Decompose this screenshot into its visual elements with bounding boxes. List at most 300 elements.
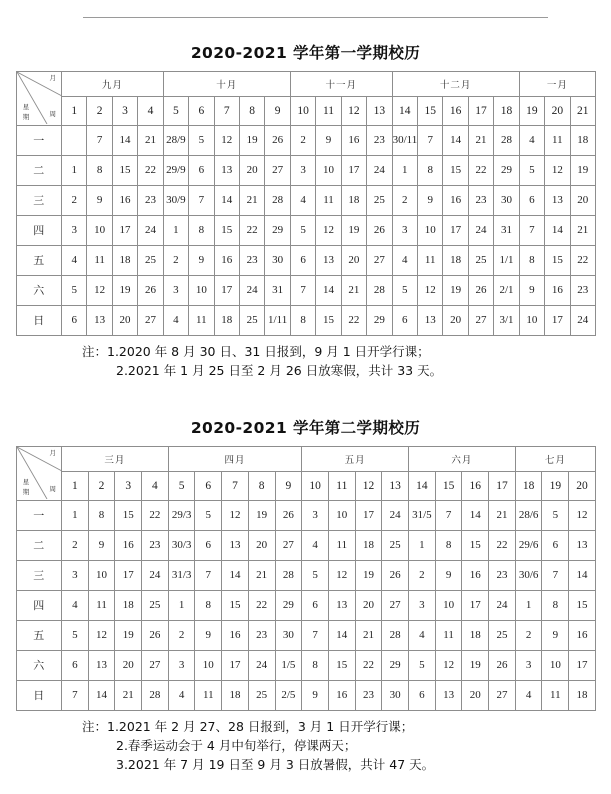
- calendar-date-cell: 8: [88, 500, 115, 530]
- calendar-date-cell: 12: [435, 650, 462, 680]
- calendar-date-cell: 29: [275, 590, 302, 620]
- calendar-date-cell: 24: [248, 650, 275, 680]
- calendar-date-cell: 17: [341, 155, 366, 185]
- calendar-date-cell: 11: [328, 530, 355, 560]
- calendar-date-cell: 16: [443, 185, 468, 215]
- calendar-date-cell: 20: [355, 590, 382, 620]
- calendar-date-cell: 11: [195, 680, 222, 710]
- calendar-date-cell: 19: [443, 275, 468, 305]
- calendar-date-cell: 17: [569, 650, 596, 680]
- header-divider: [83, 17, 548, 18]
- month-header-row: [17, 71, 596, 96]
- calendar-date-cell: 9: [195, 620, 222, 650]
- calendar-date-cell: 27: [382, 590, 409, 620]
- calendar-date-cell: 12: [214, 125, 239, 155]
- calendar-date-cell: 4: [302, 530, 329, 560]
- calendar-date-cell: 1: [62, 500, 89, 530]
- calendar-date-cell: 20: [462, 680, 489, 710]
- calendar-date-cell: 26: [367, 215, 392, 245]
- calendar-date-cell: 7: [195, 560, 222, 590]
- calendar-date-cell: 23: [468, 185, 493, 215]
- calendar-date-cell: 3: [302, 500, 329, 530]
- calendar-date-cell: 30/11: [392, 125, 417, 155]
- calendar-date-cell: 18: [214, 305, 239, 335]
- calendar-date-cell: 11: [542, 680, 569, 710]
- calendar-date-cell: 7: [290, 275, 315, 305]
- calendar-date-cell: 3: [62, 215, 87, 245]
- calendar-date-cell: 16: [222, 620, 249, 650]
- calendar-date-cell: 9: [87, 185, 112, 215]
- calendar-date-cell: 5: [392, 275, 417, 305]
- note-line: 注：1.2021 年 2 月 27、28 日报到，3 月 1 日开学行课；: [82, 718, 414, 734]
- calendar-date-cell: 8: [290, 305, 315, 335]
- calendar-date-cell: 30: [275, 620, 302, 650]
- calendar-date-cell: 23: [570, 275, 595, 305]
- calendar-date-cell: 13: [569, 530, 596, 560]
- calendar-date-cell: 16: [115, 530, 142, 560]
- week-number-cell: 2: [88, 471, 115, 500]
- month-header-cell: 四月: [168, 446, 302, 471]
- calendar-day-row: [17, 530, 596, 560]
- calendar-date-cell: 4: [515, 680, 542, 710]
- calendar-date-cell: 22: [239, 215, 264, 245]
- week-number-cell: 11: [328, 471, 355, 500]
- calendar-date-cell: 9: [302, 680, 329, 710]
- calendar-date-cell: 4: [519, 125, 544, 155]
- calendar-date-cell: 15: [316, 305, 341, 335]
- calendar-date-cell: 8: [542, 590, 569, 620]
- calendar-date-cell: 31: [494, 215, 519, 245]
- calendar-day-row: [17, 125, 596, 155]
- calendar-date-cell: 24: [142, 560, 169, 590]
- weekday-label-cell: 二: [17, 530, 62, 560]
- calendar-date-cell: 9: [418, 185, 443, 215]
- calendar-date-cell: 22: [142, 500, 169, 530]
- week-number-cell: 7: [222, 471, 249, 500]
- calendar-date-cell: 30: [494, 185, 519, 215]
- calendar-date-cell: 19: [112, 275, 137, 305]
- calendar-date-cell: 27: [468, 305, 493, 335]
- calendar-date-cell: 15: [222, 590, 249, 620]
- calendar-date-cell: 18: [112, 245, 137, 275]
- calendar-date-cell: 23: [367, 125, 392, 155]
- calendar-date-cell: 1: [409, 530, 436, 560]
- calendar-date-cell: 14: [545, 215, 570, 245]
- week-number-cell: 13: [367, 96, 392, 125]
- calendar-date-cell: 25: [138, 245, 163, 275]
- calendar-date-cell: 19: [462, 650, 489, 680]
- calendar-date-cell: 1: [163, 215, 188, 245]
- calendar-date-cell: 21: [115, 680, 142, 710]
- month-header-cell: 十二月: [392, 71, 519, 96]
- corner-label-weekday: 星 期: [22, 478, 31, 497]
- calendar-date-cell: 30: [382, 680, 409, 710]
- calendar-date-cell: 3: [168, 650, 195, 680]
- weekday-label-cell: 四: [17, 590, 62, 620]
- calendar-date-cell: 26: [382, 560, 409, 590]
- calendar-date-cell: 21: [355, 620, 382, 650]
- calendar-date-cell: 24: [382, 500, 409, 530]
- calendar-date-cell: 7: [519, 215, 544, 245]
- calendar-date-cell: 21: [138, 125, 163, 155]
- calendar-date-cell: 19: [341, 215, 366, 245]
- calendar-date-cell: 25: [489, 620, 516, 650]
- calendar-date-cell: 6: [62, 650, 89, 680]
- week-number-cell: 1: [62, 96, 87, 125]
- calendar-date-cell: 23: [239, 245, 264, 275]
- calendar-date-cell: 19: [248, 500, 275, 530]
- calendar-date-cell: 5: [302, 560, 329, 590]
- note-line: 3.2021 年 7 月 19 日至 9 月 3 日放暑假，共计 47 天。: [116, 757, 435, 773]
- calendar-date-cell: 30/9: [163, 185, 188, 215]
- calendar-date-cell: 12: [545, 155, 570, 185]
- week-number-row: [17, 471, 596, 500]
- week-number-cell: 18: [494, 96, 519, 125]
- calendar-date-cell: 25: [239, 305, 264, 335]
- month-header-cell: 五月: [302, 446, 409, 471]
- calendar-date-cell: 19: [239, 125, 264, 155]
- calendar-date-cell: 2: [163, 245, 188, 275]
- calendar-date-cell: 16: [214, 245, 239, 275]
- calendar-date-cell: 17: [545, 305, 570, 335]
- calendar-date-cell: 4: [168, 680, 195, 710]
- week-number-cell: 20: [545, 96, 570, 125]
- corner-label-week: 周: [49, 486, 57, 494]
- calendar-date-cell: 1: [62, 155, 87, 185]
- corner-label-weekday: 星 期: [22, 103, 31, 122]
- calendar-date-cell: 7: [542, 560, 569, 590]
- calendar-date-cell: 2: [290, 125, 315, 155]
- corner-label-month: 月: [49, 449, 57, 457]
- calendar-date-cell: 6: [542, 530, 569, 560]
- week-number-cell: 14: [409, 471, 436, 500]
- calendar-date-cell: 18: [355, 530, 382, 560]
- calendar-date-cell: 7: [62, 680, 89, 710]
- month-header-cell: 一月: [519, 71, 595, 96]
- calendar-date-cell: 31/5: [409, 500, 436, 530]
- calendar-date-cell: 13: [316, 245, 341, 275]
- calendar-date-cell: 31/3: [168, 560, 195, 590]
- calendar-date-cell: 1: [168, 590, 195, 620]
- week-number-cell: 4: [142, 471, 169, 500]
- calendar-day-row: [17, 275, 596, 305]
- calendar-date-cell: 5: [62, 275, 87, 305]
- calendar-date-cell: 13: [214, 155, 239, 185]
- calendar-date-cell: 9: [435, 560, 462, 590]
- calendar-date-cell: 15: [112, 155, 137, 185]
- calendar-date-cell: 4: [163, 305, 188, 335]
- calendar-date-cell: 8: [519, 245, 544, 275]
- note-line: 2.2021 年 1 月 25 日至 2 月 26 日放寒假，共计 33 天。: [116, 362, 443, 378]
- calendar-date-cell: 25: [382, 530, 409, 560]
- calendar-date-cell: 25: [468, 245, 493, 275]
- calendar-date-cell: 25: [248, 680, 275, 710]
- calendar-date-cell: 7: [87, 125, 112, 155]
- calendar-date-cell: 4: [409, 620, 436, 650]
- calendar-date-cell: 15: [545, 245, 570, 275]
- calendar-date-cell: 3: [409, 590, 436, 620]
- weekday-label-cell: 二: [17, 155, 62, 185]
- calendar-date-cell: 18: [115, 590, 142, 620]
- calendar-date-cell: 19: [355, 560, 382, 590]
- weekday-label-cell: 五: [17, 620, 62, 650]
- calendar-date-cell: 8: [195, 590, 222, 620]
- calendar-date-cell: 23: [248, 620, 275, 650]
- calendar-date-cell: 5: [195, 500, 222, 530]
- calendar-day-row: [17, 500, 596, 530]
- calendar-date-cell: 13: [88, 650, 115, 680]
- calendar-date-cell: 28: [382, 620, 409, 650]
- weekday-label-cell: 一: [17, 125, 62, 155]
- calendar-date-cell: 29/6: [515, 530, 542, 560]
- semester-1-title: 2020-2021 学年第一学期校历: [190, 44, 421, 62]
- calendar-date-cell: 29: [494, 155, 519, 185]
- calendar-date-cell: 24: [468, 215, 493, 245]
- calendar-date-cell: 11: [88, 590, 115, 620]
- calendar-date-cell: 25: [367, 185, 392, 215]
- calendar-date-cell: 24: [138, 215, 163, 245]
- calendar-date-cell: 5: [290, 215, 315, 245]
- calendar-date-cell: 3: [515, 650, 542, 680]
- calendar-date-cell: 10: [542, 650, 569, 680]
- calendar-date-cell: 12: [316, 215, 341, 245]
- month-header-cell: 十月: [163, 71, 290, 96]
- calendar-date-cell: 28/9: [163, 125, 188, 155]
- semester-2-notes: [16, 717, 595, 775]
- calendar-date-cell: 2/5: [275, 680, 302, 710]
- calendar-date-cell: 18: [222, 680, 249, 710]
- calendar-date-cell: 14: [222, 560, 249, 590]
- calendar-date-cell: [62, 125, 87, 155]
- calendar-date-cell: 17: [214, 275, 239, 305]
- calendar-date-cell: 28: [494, 125, 519, 155]
- calendar-day-row: [17, 245, 596, 275]
- calendar-date-cell: 20: [239, 155, 264, 185]
- weekday-label-cell: 一: [17, 500, 62, 530]
- calendar-date-cell: 8: [87, 155, 112, 185]
- semester-1-calendar-table: [16, 71, 596, 336]
- week-number-row: [17, 96, 596, 125]
- calendar-date-cell: 24: [570, 305, 595, 335]
- week-number-cell: 1: [62, 471, 89, 500]
- week-number-cell: 19: [519, 96, 544, 125]
- calendar-date-cell: 11: [87, 245, 112, 275]
- calendar-date-cell: 6: [290, 245, 315, 275]
- calendar-date-cell: 12: [418, 275, 443, 305]
- calendar-date-cell: 20: [443, 305, 468, 335]
- calendar-date-cell: 16: [569, 620, 596, 650]
- calendar-date-cell: 13: [435, 680, 462, 710]
- calendar-date-cell: 6: [519, 185, 544, 215]
- week-number-cell: 9: [265, 96, 290, 125]
- week-number-cell: 4: [138, 96, 163, 125]
- week-number-cell: 6: [195, 471, 222, 500]
- calendar-date-cell: 11: [545, 125, 570, 155]
- calendar-date-cell: 23: [138, 185, 163, 215]
- week-number-cell: 16: [443, 96, 468, 125]
- calendar-date-cell: 22: [570, 245, 595, 275]
- calendar-date-cell: 3: [290, 155, 315, 185]
- calendar-date-cell: 8: [189, 215, 214, 245]
- calendar-date-cell: 9: [88, 530, 115, 560]
- calendar-date-cell: 22: [248, 590, 275, 620]
- week-number-cell: 8: [239, 96, 264, 125]
- calendar-date-cell: 18: [570, 125, 595, 155]
- calendar-date-cell: 10: [195, 650, 222, 680]
- calendar-date-cell: 2: [62, 185, 87, 215]
- calendar-date-cell: 26: [468, 275, 493, 305]
- calendar-day-row: [17, 650, 596, 680]
- calendar-date-cell: 18: [443, 245, 468, 275]
- calendar-date-cell: 5: [519, 155, 544, 185]
- calendar-date-cell: 13: [328, 590, 355, 620]
- week-number-cell: 16: [462, 471, 489, 500]
- calendar-date-cell: 27: [138, 305, 163, 335]
- week-number-cell: 10: [302, 471, 329, 500]
- calendar-date-cell: 6: [409, 680, 436, 710]
- calendar-date-cell: 3/1: [494, 305, 519, 335]
- calendar-date-cell: 29: [265, 215, 290, 245]
- calendar-date-cell: 17: [222, 650, 249, 680]
- calendar-date-cell: 25: [142, 590, 169, 620]
- calendar-date-cell: 4: [62, 245, 87, 275]
- calendar-date-cell: 5: [542, 500, 569, 530]
- week-number-cell: 8: [248, 471, 275, 500]
- calendar-date-cell: 28: [367, 275, 392, 305]
- calendar-date-cell: 6: [392, 305, 417, 335]
- semester-1-notes: [16, 342, 595, 381]
- calendar-date-cell: 15: [462, 530, 489, 560]
- week-number-cell: 9: [275, 471, 302, 500]
- calendar-date-cell: 27: [265, 155, 290, 185]
- calendar-date-cell: 7: [302, 620, 329, 650]
- calendar-date-cell: 6: [195, 530, 222, 560]
- calendar-date-cell: 28: [142, 680, 169, 710]
- calendar-date-cell: 10: [88, 560, 115, 590]
- calendar-date-cell: 22: [341, 305, 366, 335]
- calendar-date-cell: 19: [115, 620, 142, 650]
- corner-label-week: 周: [49, 111, 57, 119]
- calendar-date-cell: 20: [112, 305, 137, 335]
- calendar-date-cell: 20: [570, 185, 595, 215]
- semester-2-title: 2020-2021 学年第二学期校历: [190, 419, 421, 437]
- calendar-day-row: [17, 680, 596, 710]
- week-number-cell: 21: [570, 96, 595, 125]
- calendar-date-cell: 8: [302, 650, 329, 680]
- corner-label-month: 月: [49, 74, 57, 82]
- calendar-date-cell: 22: [355, 650, 382, 680]
- calendar-date-cell: 16: [462, 560, 489, 590]
- weekday-label-cell: 六: [17, 650, 62, 680]
- calendar-date-cell: 15: [443, 155, 468, 185]
- calendar-date-cell: 22: [468, 155, 493, 185]
- weekday-label-cell: 三: [17, 560, 62, 590]
- week-number-cell: 7: [214, 96, 239, 125]
- calendar-date-cell: 2: [62, 530, 89, 560]
- calendar-date-cell: 26: [142, 620, 169, 650]
- week-number-cell: 15: [435, 471, 462, 500]
- calendar-date-cell: 9: [189, 245, 214, 275]
- calendar-date-cell: 1: [392, 155, 417, 185]
- calendar-date-cell: 14: [443, 125, 468, 155]
- calendar-date-cell: 30/6: [515, 560, 542, 590]
- calendar-date-cell: 17: [443, 215, 468, 245]
- semester-2-calendar-table: [16, 446, 596, 711]
- calendar-date-cell: 17: [115, 560, 142, 590]
- calendar-date-cell: 30: [265, 245, 290, 275]
- calendar-date-cell: 4: [62, 590, 89, 620]
- calendar-date-cell: 27: [367, 245, 392, 275]
- calendar-date-cell: 2: [168, 620, 195, 650]
- calendar-date-cell: 14: [316, 275, 341, 305]
- calendar-date-cell: 17: [462, 590, 489, 620]
- calendar-date-cell: 5: [62, 620, 89, 650]
- calendar-date-cell: 11: [189, 305, 214, 335]
- calendar-date-cell: 28/6: [515, 500, 542, 530]
- calendar-date-cell: 8: [418, 155, 443, 185]
- calendar-date-cell: 13: [418, 305, 443, 335]
- semester-1-section: [0, 44, 611, 380]
- calendar-date-cell: 20: [341, 245, 366, 275]
- calendar-date-cell: 1/11: [265, 305, 290, 335]
- weekday-label-cell: 五: [17, 245, 62, 275]
- calendar-date-cell: 9: [316, 125, 341, 155]
- calendar-day-row: [17, 155, 596, 185]
- calendar-date-cell: 1: [515, 590, 542, 620]
- calendar-date-cell: 19: [570, 155, 595, 185]
- calendar-date-cell: 10: [316, 155, 341, 185]
- calendar-day-row: [17, 305, 596, 335]
- calendar-date-cell: 18: [569, 680, 596, 710]
- weekday-label-cell: 四: [17, 215, 62, 245]
- calendar-date-cell: 10: [519, 305, 544, 335]
- calendar-date-cell: 21: [248, 560, 275, 590]
- table-corner-cell: [17, 71, 62, 125]
- calendar-date-cell: 8: [435, 530, 462, 560]
- calendar-date-cell: 14: [569, 560, 596, 590]
- calendar-date-cell: 16: [328, 680, 355, 710]
- calendar-date-cell: 12: [569, 500, 596, 530]
- calendar-date-cell: 13: [545, 185, 570, 215]
- calendar-date-cell: 22: [489, 530, 516, 560]
- calendar-date-cell: 3: [392, 215, 417, 245]
- calendar-date-cell: 6: [62, 305, 87, 335]
- calendar-date-cell: 21: [489, 500, 516, 530]
- calendar-date-cell: 9: [542, 620, 569, 650]
- table-corner-cell: [17, 446, 62, 500]
- calendar-date-cell: 14: [88, 680, 115, 710]
- calendar-date-cell: 23: [489, 560, 516, 590]
- calendar-date-cell: 24: [367, 155, 392, 185]
- calendar-day-row: [17, 590, 596, 620]
- month-header-cell: 九月: [62, 71, 164, 96]
- calendar-date-cell: 24: [489, 590, 516, 620]
- week-number-cell: 18: [515, 471, 542, 500]
- week-number-cell: 5: [168, 471, 195, 500]
- calendar-date-cell: 18: [462, 620, 489, 650]
- calendar-date-cell: 26: [265, 125, 290, 155]
- calendar-date-cell: 30/3: [168, 530, 195, 560]
- calendar-date-cell: 29: [367, 305, 392, 335]
- calendar-date-cell: 12: [222, 500, 249, 530]
- calendar-date-cell: 20: [115, 650, 142, 680]
- calendar-date-cell: 27: [489, 680, 516, 710]
- week-number-cell: 6: [189, 96, 214, 125]
- calendar-date-cell: 26: [138, 275, 163, 305]
- calendar-date-cell: 17: [355, 500, 382, 530]
- calendar-date-cell: 12: [87, 275, 112, 305]
- calendar-date-cell: 7: [418, 125, 443, 155]
